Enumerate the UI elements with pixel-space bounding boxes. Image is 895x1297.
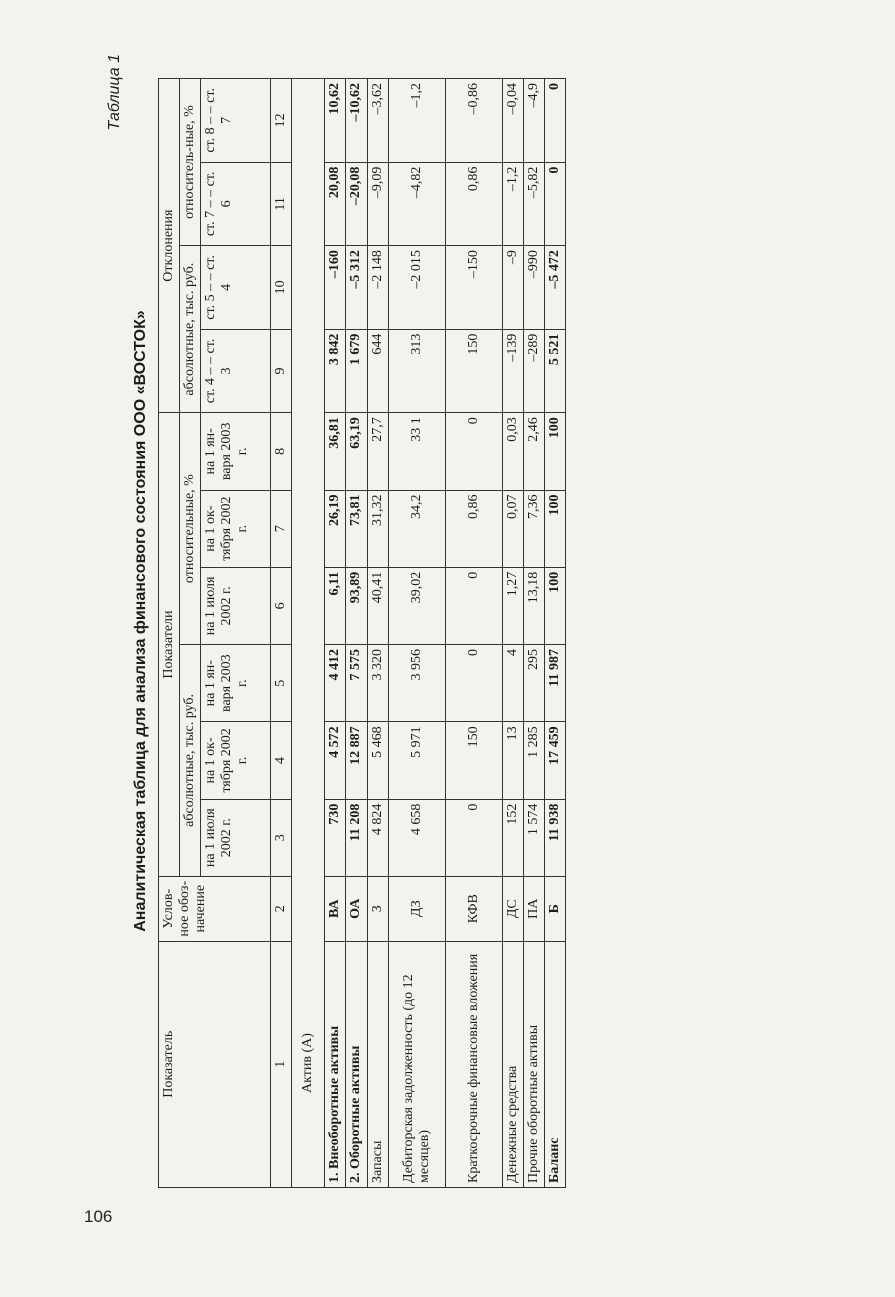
row-value: –2 148	[367, 246, 388, 330]
header-period: на 1 июля 2002 г.	[201, 799, 271, 876]
row-value: 34,2	[388, 490, 445, 567]
col-number: 1	[271, 941, 292, 1187]
row-value: –150	[445, 246, 502, 330]
row-value: 93,89	[346, 567, 367, 644]
row-code: ВА	[325, 876, 346, 941]
row-value: 644	[367, 329, 388, 413]
row-value: –0,04	[502, 79, 523, 163]
row-value: 100	[544, 413, 565, 490]
row-value: 17 459	[544, 722, 565, 799]
row-value: –0,86	[445, 79, 502, 163]
row-value: 0,86	[445, 490, 502, 567]
row-value: 33 1	[388, 413, 445, 490]
row-value: 313	[388, 329, 445, 413]
row-value: 20,08	[325, 162, 346, 246]
row-value: 150	[445, 329, 502, 413]
row-name: 1. Внеоборотные активы	[325, 941, 346, 1187]
row-value: –1,2	[388, 79, 445, 163]
row-code: Б	[544, 876, 565, 941]
row-value: 11 938	[544, 799, 565, 876]
col-number: 7	[271, 490, 292, 567]
row-value: 152	[502, 799, 523, 876]
row-value: 0,03	[502, 413, 523, 490]
row-value: 0	[544, 79, 565, 163]
row-value: 27,7	[367, 413, 388, 490]
row-value: 0	[445, 567, 502, 644]
row-value: 150	[445, 722, 502, 799]
header-period: на 1 ок-тября 2002 г.	[201, 490, 271, 567]
row-value: 11 987	[544, 645, 565, 722]
col-number: 3	[271, 799, 292, 876]
row-value: –5 312	[346, 246, 367, 330]
header-symbol: Услов-ное обоз-начение	[159, 876, 271, 941]
table-row	[502, 79, 523, 1188]
row-name: 2. Оборотные активы	[346, 941, 367, 1187]
row-value: 73,81	[346, 490, 367, 567]
row-value: 5 971	[388, 722, 445, 799]
header-dev-col: ст. 7 – – ст. 6	[201, 162, 271, 246]
header-period: на 1 ян-варя 2003 г.	[201, 645, 271, 722]
row-name: Краткосрочные финансовые вложения	[445, 941, 502, 1187]
row-value: –10,62	[346, 79, 367, 163]
row-value: 1 679	[346, 329, 367, 413]
row-name: Прочие оборотные активы	[523, 941, 544, 1187]
row-value: 100	[544, 490, 565, 567]
header-dev-col: ст. 8 – – ст. 7	[201, 79, 271, 163]
row-value: 4 412	[325, 645, 346, 722]
row-code: ОА	[346, 876, 367, 941]
row-value: 0,86	[445, 162, 502, 246]
row-value: 6,11	[325, 567, 346, 644]
row-value: 10,62	[325, 79, 346, 163]
row-value: 5 468	[367, 722, 388, 799]
table-caption: Таблица 1	[106, 54, 123, 131]
col-number: 12	[271, 79, 292, 163]
row-value: 0	[445, 413, 502, 490]
table-row	[367, 79, 388, 1188]
rotated-page-content	[106, 54, 876, 1188]
col-number: 4	[271, 722, 292, 799]
row-value: 7 575	[346, 645, 367, 722]
row-value: –5,82	[523, 162, 544, 246]
row-value: –3,62	[367, 79, 388, 163]
row-value: –1,2	[502, 162, 523, 246]
table-row	[544, 79, 565, 1188]
col-number: 11	[271, 162, 292, 246]
table-title: Аналитическая таблица для анализа финансового состояния ООО «ВОСТОК»	[132, 310, 149, 932]
row-value: –289	[523, 329, 544, 413]
row-code: З	[367, 876, 388, 941]
row-value: 100	[544, 567, 565, 644]
row-name: Баланс	[544, 941, 565, 1187]
row-value: –20,08	[346, 162, 367, 246]
row-value: 63,19	[346, 413, 367, 490]
header-dev-col: ст. 5 – – ст. 4	[201, 246, 271, 330]
header-relative: относительные, %	[180, 413, 201, 645]
row-value: 295	[523, 645, 544, 722]
header-deviations-group: Отклонения	[159, 79, 180, 413]
row-value: –5 472	[544, 246, 565, 330]
row-value: –160	[325, 246, 346, 330]
table-row	[346, 79, 367, 1188]
row-value: 0	[544, 162, 565, 246]
row-value: 13,18	[523, 567, 544, 644]
row-code: КФВ	[445, 876, 502, 941]
header-indicators-group: Показатели	[159, 413, 180, 877]
col-number: 8	[271, 413, 292, 490]
row-value: 12 887	[346, 722, 367, 799]
row-value: 36,81	[325, 413, 346, 490]
row-value: 13	[502, 722, 523, 799]
row-value: 1 285	[523, 722, 544, 799]
header-period: на 1 ок-тября 2002 г.	[201, 722, 271, 799]
row-value: 31,32	[367, 490, 388, 567]
row-value: –2 015	[388, 246, 445, 330]
row-value: –9	[502, 246, 523, 330]
row-value: –4,82	[388, 162, 445, 246]
header-period: на 1 ян-варя 2003 г.	[201, 413, 271, 490]
row-value: 11 208	[346, 799, 367, 876]
row-value: 3 842	[325, 329, 346, 413]
section-label-text: Актив (А)	[300, 1033, 316, 1093]
row-name: Денежные средства	[502, 941, 523, 1187]
header-indicator: Показатель	[159, 941, 271, 1187]
row-value: 39,02	[388, 567, 445, 644]
row-value: 26,19	[325, 490, 346, 567]
row-value: 0	[445, 799, 502, 876]
table-row	[445, 79, 502, 1188]
row-value: –4,9	[523, 79, 544, 163]
row-value: 4 824	[367, 799, 388, 876]
row-value: 3 956	[388, 645, 445, 722]
row-value: 1 574	[523, 799, 544, 876]
table-row	[388, 79, 445, 1188]
col-number: 6	[271, 567, 292, 644]
row-value: 40,41	[367, 567, 388, 644]
row-value: 7,36	[523, 490, 544, 567]
financial-table	[158, 78, 566, 1188]
header-period: на 1 июля 2002 г.	[201, 567, 271, 644]
section-label	[292, 79, 325, 1188]
header-dev-relative: относитель-ные, %	[180, 79, 201, 246]
table-row	[523, 79, 544, 1188]
col-number: 9	[271, 329, 292, 413]
row-value: 2,46	[523, 413, 544, 490]
header-dev-col: ст. 4 – – ст. 3	[201, 329, 271, 413]
header-dev-absolute: абсолютные, тыс. руб.	[180, 246, 201, 413]
page-number: 106	[84, 1207, 113, 1226]
row-code: ДЗ	[388, 876, 445, 941]
row-value: 4	[502, 645, 523, 722]
row-code: ПА	[523, 876, 544, 941]
row-value: 3 320	[367, 645, 388, 722]
row-value: –990	[523, 246, 544, 330]
row-value: 0,07	[502, 490, 523, 567]
row-code: ДС	[502, 876, 523, 941]
row-value: 5 521	[544, 329, 565, 413]
row-name: Дебиторская задолженность (до 12 месяцев)	[388, 941, 445, 1187]
row-value: 1,27	[502, 567, 523, 644]
row-name: Запасы	[367, 941, 388, 1187]
col-number: 2	[271, 876, 292, 941]
row-value: 730	[325, 799, 346, 876]
header-absolute: абсолютные, тыс. руб.	[180, 645, 201, 877]
row-value: 4 658	[388, 799, 445, 876]
row-value: 4 572	[325, 722, 346, 799]
row-value: 0	[445, 645, 502, 722]
table-row	[325, 79, 346, 1188]
col-number: 5	[271, 645, 292, 722]
row-value: –139	[502, 329, 523, 413]
row-value: –9,09	[367, 162, 388, 246]
col-number: 10	[271, 246, 292, 330]
